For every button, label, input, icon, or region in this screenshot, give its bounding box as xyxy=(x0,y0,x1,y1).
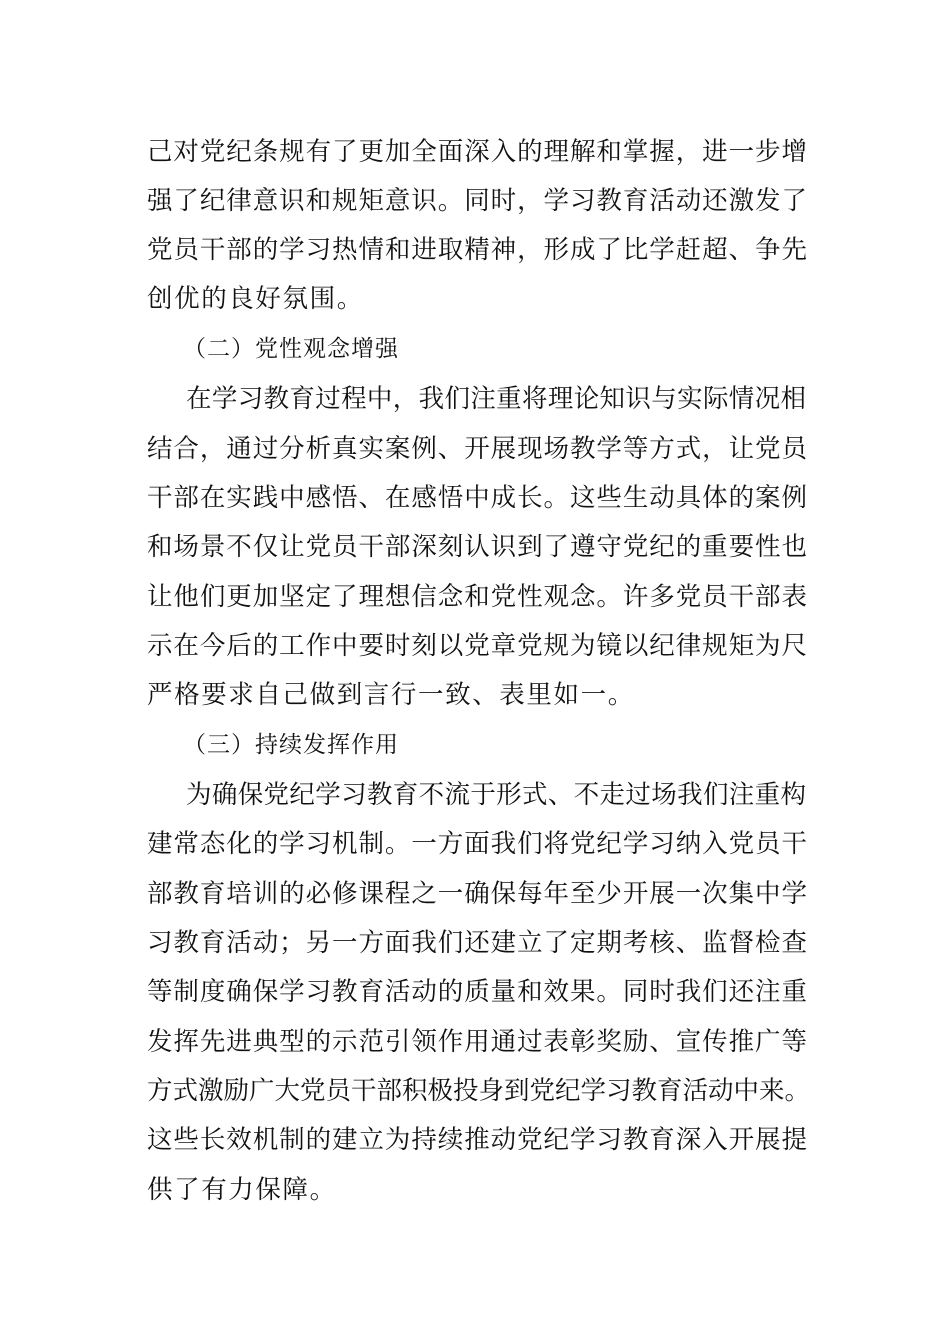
paragraph-line: 和场景不仅让党员干部深刻认识到了遵守党纪的重要性也 xyxy=(147,532,807,562)
section-heading-3: （三）持续发挥作用 xyxy=(183,732,399,758)
paragraph-line: 强了纪律意识和规矩意识。同时，学习教育活动还激发了 xyxy=(147,186,807,216)
paragraph-first-line: 为确保党纪学习教育不流于形式、不走过场我们注重构 xyxy=(186,780,806,810)
paragraph-line: 让他们更加坚定了理想信念和党性观念。许多党员干部表 xyxy=(147,582,807,612)
paragraph-line: 等制度确保学习教育活动的质量和效果。同时我们还注重 xyxy=(147,977,807,1007)
paragraph-first-line: 在学习教育过程中，我们注重将理论知识与实际情况相 xyxy=(186,384,806,414)
paragraph-line: 结合，通过分析真实案例、开展现场教学等方式，让党员 xyxy=(147,434,807,464)
paragraph-line: 供了有力保障。 xyxy=(147,1175,337,1205)
paragraph-line: 发挥先进典型的示范引领作用通过表彰奖励、宣传推广等 xyxy=(147,1027,807,1057)
paragraph-line: 示在今后的工作中要时刻以党章党规为镜以纪律规矩为尺 xyxy=(147,631,807,661)
paragraph-line: 创优的良好氛围。 xyxy=(147,284,364,314)
paragraph-line: 部教育培训的必修课程之一确保每年至少开展一次集中学 xyxy=(147,879,807,909)
paragraph-line: 建常态化的学习机制。一方面我们将党纪学习纳入党员干 xyxy=(147,829,807,859)
paragraph-line: 这些长效机制的建立为持续推动党纪学习教育深入开展提 xyxy=(147,1125,807,1155)
paragraph-line: 己对党纪条规有了更加全面深入的理解和掌握，进一步增 xyxy=(147,137,807,167)
paragraph-line: 严格要求自己做到言行一致、表里如一。 xyxy=(147,680,635,710)
paragraph-line: 方式激励广大党员干部积极投身到党纪学习教育活动中来。 xyxy=(147,1076,811,1106)
paragraph-line: 党员干部的学习热情和进取精神，形成了比学赶超、争先 xyxy=(147,235,807,265)
paragraph-line: 干部在实践中感悟、在感悟中成长。这些生动具体的案例 xyxy=(147,483,807,513)
section-heading-2: （二）党性观念增强 xyxy=(183,336,399,362)
paragraph-line: 习教育活动；另一方面我们还建立了定期考核、监督检查 xyxy=(147,928,807,958)
